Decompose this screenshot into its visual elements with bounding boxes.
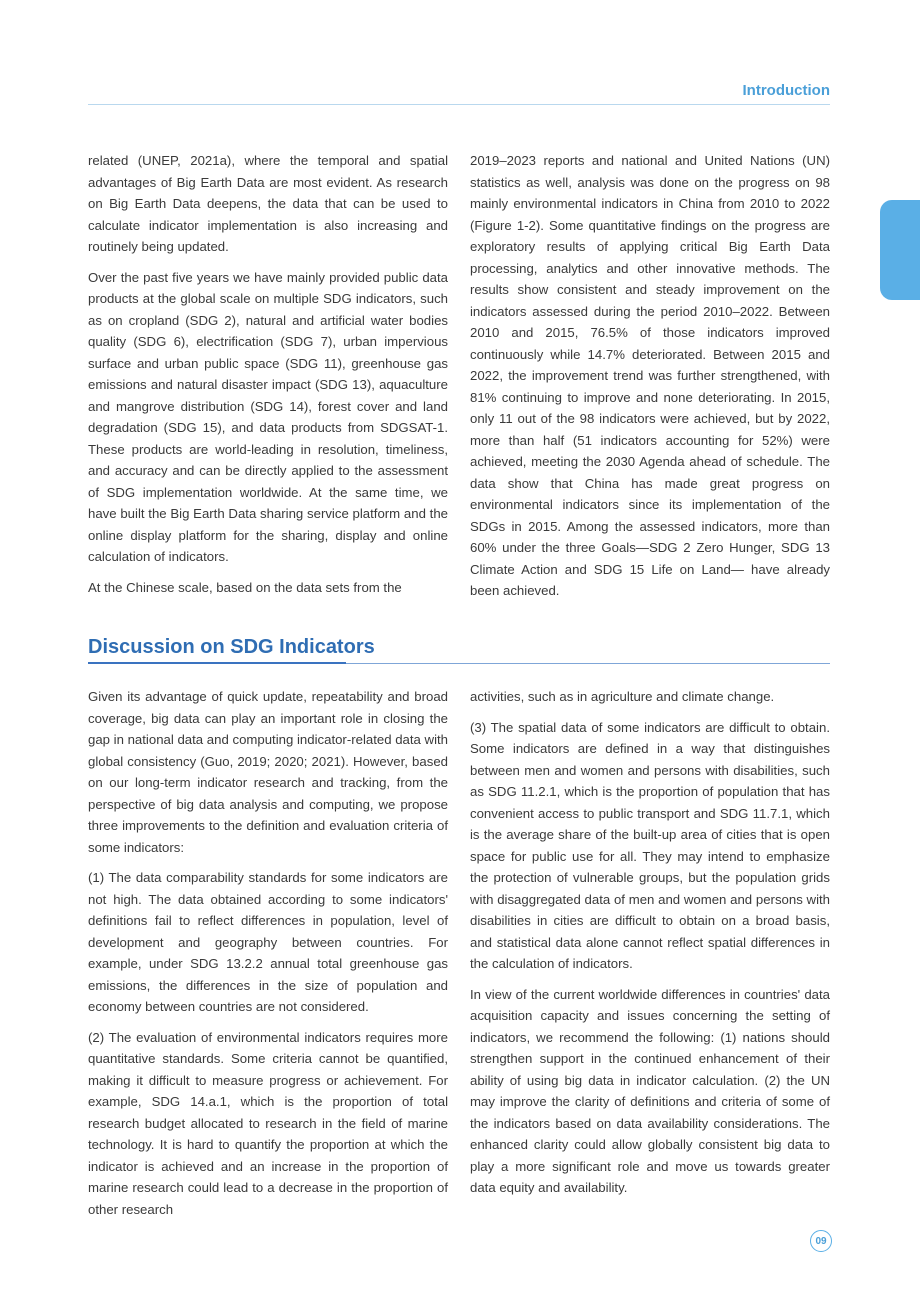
- page-header-title: Introduction: [742, 82, 830, 99]
- paragraph: Given its advantage of quick update, repeatability and broad coverage, big data can play an important role in closing the gap in national data and computing indicator-related data with global consistency (Guo, 2019; 2020; 2021). However, based on our long-term indicator research and tracking, from the perspective of big data analysis and computing, we propose three improvements to the definition and evaluation criteria of some indicators:: [88, 689, 448, 855]
- section-left-column: [88, 686, 448, 1229]
- section-heading: Discussion on SDG Indicators: [88, 636, 375, 658]
- chapter-side-tab: [880, 200, 920, 300]
- paragraph: (3) The spatial data of some indicators are difficult to obtain. Some indicators are defined in a way that distinguishes between men and women and persons with disabilities, such as SDG 11.2.1, which is the proportion of population that has convenient access to public transport and SDG 11.7.1, which is the average share of the built-up area of cities that is open space for public use for all. They may intend to emphasize the protection of vulnerable groups, but the population grids with disaggregated data of men and women and persons with disabilities in cities are difficult to obtain on a broad basis, and statistical data alone cannot reflect spatial differences in the calculation of indicators.: [470, 719, 830, 971]
- top-right-column: [470, 150, 830, 611]
- page-number: 09: [810, 1230, 832, 1252]
- paragraph: (1) The data comparability standards for some indicators are not high. The data obtained according to some indicators' definitions fail to reflect differences in population, level of development and geography between countries. For example, under SDG 13.2.2 annual total greenhouse gas emissions, the differences in the size of population and economy between countries are not considered.: [88, 870, 448, 1014]
- paragraph: Over the past five years we have mainly provided public data products at the global scale on multiple SDG indicators, such as on cropland (SDG 2), natural and artificial water bodies quality (SDG 6), electrification (SDG 7), urban impervious surface and urban public space (SDG 11), greenhouse gas emissions and natural disaster impact (SDG 13), aquaculture and mangrove distribution (SDG 14), forest cover and land degradation (SDG 15), and data products from SDGSAT-1. These products are world-leading in resolution, timeliness, and accuracy and can be directly applied to the assessment of SDG implementation worldwide. At the same time, we have built the Big Earth Data sharing service platform and the online display platform for the sharing, display and online calculation of indicators.: [88, 269, 448, 564]
- section-divider: [346, 663, 830, 664]
- section-underline: [88, 662, 346, 664]
- paragraph: related (UNEP, 2021a), where the temporal and spatial advantages of Big Earth Data are most evident. As research on Big Earth Data deepens, the data that can be used to calculate indicator implementation is also increasing and routinely being updated.: [88, 153, 448, 254]
- paragraph: activities, such as in agriculture and climate change.: [470, 689, 775, 704]
- top-left-column: [88, 150, 448, 607]
- paragraph: At the Chinese scale, based on the data sets from the: [88, 579, 402, 595]
- paragraph: 2019–2023 reports and national and United Nations (UN) statistics as well, analysis was done on the progress on 98 mainly environmental indicators in China from 2010 to 2022 (Figure 1-2). Some quantitative findings on the progress are exploratory results of applying critical Big Earth Data processing, analytics and other innovative methods. The results show consistent and steady improvement on the indicators assessed during the period 2010–2022. Between 2010 and 2015, 76.5% of those indicators improved continuously while 14.7% deteriorated. Between 2015 and 2022, the improvement trend was further strengthened, with 81% continuing to improve and none deteriorating. In 2015, only 11 out of the 98 indicators were achieved, but by 2022, more than half (51 indicators accounting for 52%) were achieved, meeting the 2030 Agenda ahead of schedule. The data show that China has made great progress on environmental indicators since its implementation of the SDGs in 2015. Among the assessed indicators, more than 60% under the three Goals—SDG 2 Zero Hunger, SDG 13 Climate Action and SDG 15 Life on Land— have already been achieved.: [470, 153, 830, 598]
- paragraph: (2) The evaluation of environmental indicators requires more quantitative standards. Some criteria cannot be quantified, making it difficult to measure progress or achievement. For example, SDG 14.a.1, which is the proportion of total research budget allocated to research in the field of marine technology. It is hard to quantify the proportion at which the indicator is achieved and an increase in the proportion of marine research could lead to a decrease in the proportion of other research: [88, 1029, 448, 1217]
- header-divider: [88, 104, 830, 105]
- paragraph: In view of the current worldwide differences in countries' data acquisition capacity and issues concerning the setting of indicators, we recommend the following: (1) nations should strengthen support in the continued enhancement of their ability of using big data in indicator calculation. (2) the UN may improve the clarity of definitions and criteria of some of the indicators based on data availability considerations. The enhanced clarity could allow globally consistent big data to play a more significant role and move us towards greater data equity and availability.: [470, 986, 830, 1195]
- section-right-column: [470, 686, 830, 1208]
